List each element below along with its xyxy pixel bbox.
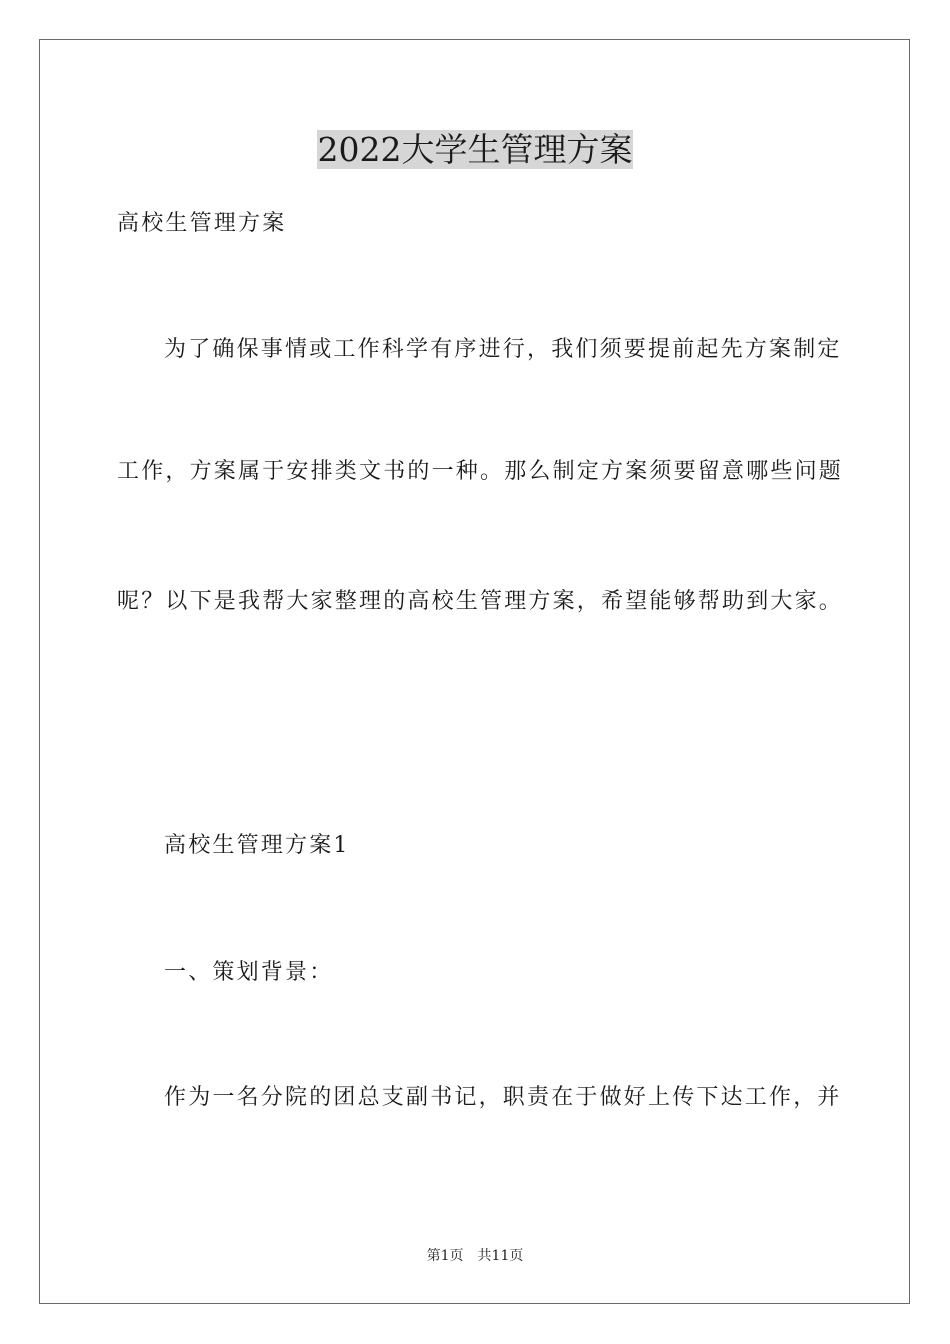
- page-number-label: 第1页: [426, 1248, 464, 1264]
- section-heading: 高校生管理方案1: [164, 833, 350, 858]
- document-title: [0, 128, 950, 172]
- subsection-heading: 一、策划背景：: [164, 960, 334, 985]
- body-paragraph-line: 作为一名分院的团总支副书记，职责在于做好上传下达工作，并: [164, 1085, 842, 1110]
- document-subtitle: 高校生管理方案: [117, 211, 287, 236]
- page-total-label: 共11页: [477, 1248, 524, 1264]
- intro-paragraph-line-3: 呢？以下是我帮大家整理的高校生管理方案，希望能够帮助到大家。: [117, 589, 844, 614]
- intro-paragraph-line-2: 工作，方案属于安排类文书的一种。那么制定方案须要留意哪些问题: [117, 459, 844, 484]
- document-title-text: 2022大学生管理方案: [317, 130, 633, 169]
- page-footer: [0, 1246, 950, 1266]
- intro-paragraph-line-1: 为了确保事情或工作科学有序进行，我们须要提前起先方案制定: [164, 337, 842, 362]
